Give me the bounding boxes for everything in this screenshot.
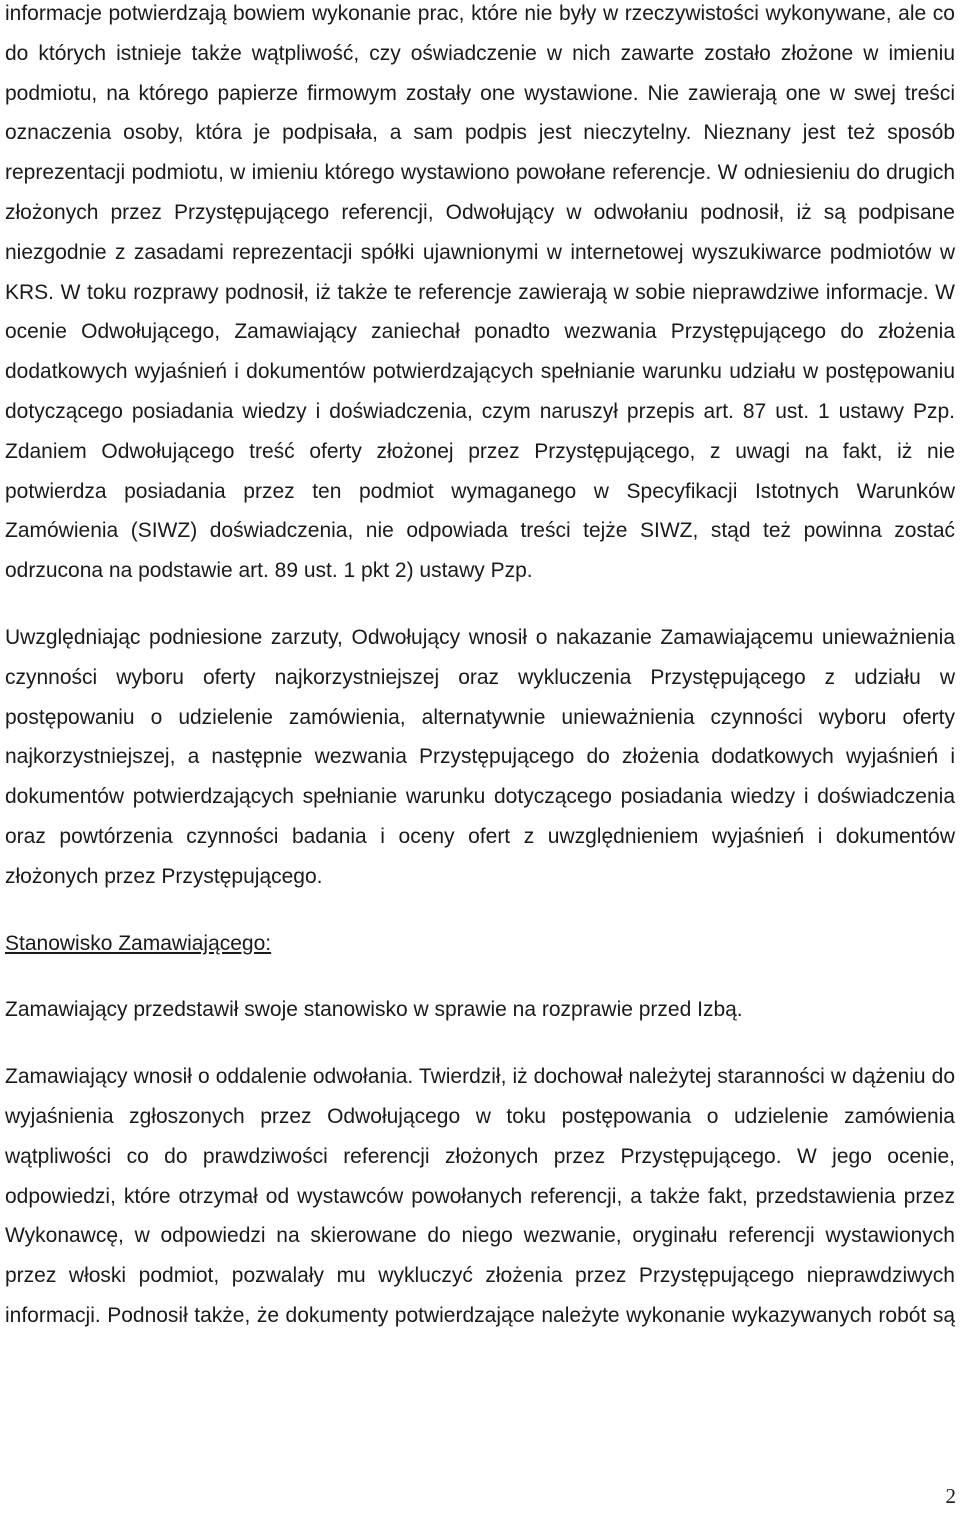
paragraph-spacer: [5, 897, 955, 924]
paragraph-spacer: [5, 963, 955, 990]
page-number: 2: [945, 1484, 956, 1508]
paragraph-zamawiajacy-argument: Zamawiający wnosił o oddalenie odwołania. Twierdził, iż dochował należytej staranności w dążeniu do wyjaśnienia zgłoszonych przez Odwołującego w toku postępowania o udzielenie zamówienia wątpliwości co do prawdziwości referencji złożonych przez Przystępującego. W jego ocenie, odpowiedzi, które otrzymał od wystawców powołanych referencji, a także fakt, przedstawienia przez Wykonawcę, w odpowiedzi na skierowane do niego wezwanie, oryginału referencji wystawionych przez włoski podmiot, pozwalały mu wykluczyć złożenia przez Przystępującego nieprawdziwych informacji. Podnosił także, że dokumenty potwierdzające należyte wykonanie wykazywanych robót są: [5, 1065, 955, 1327]
paragraph-zamawiajacy-position: Zamawiający przedstawił swoje stanowisko w sprawie na rozprawie przed Izbą.: [5, 998, 743, 1022]
paragraph-spacer: [5, 591, 955, 618]
document-page: [5, 0, 955, 1336]
paragraph-odwolujacy-argument: informacje potwierdzają bowiem wykonanie prac, które nie były w rzeczywistości wykonywane, ale co do których istnieje także wątpliwość, czy oświadczenie w nich zawarte zostało złożone w imieniu podmiotu, na którego papierze firmowym zostały one wystawione. Nie zawierają one w swej treści oznaczenia osoby, która je podpisała, a sam podpis jest nieczytelny. Nieznany jest też sposób reprezentacji podmiotu, w imieniu którego wystawiono powołane referencje. W odniesieniu do drugich złożonych przez Przystępującego referencji, Odwołujący w odwołaniu podnosił, iż są podpisane niezgodnie z zasadami reprezentacji spółki ujawnionymi w internetowej wyszukiwarce podmiotów w KRS. W toku rozprawy podnosił, iż także te referencje zawierają w sobie nieprawdziwe informacje. W ocenie Odwołującego, Zamawiający zaniechał ponadto wezwania Przystępującego do złożenia dodatkowych wyjaśnień i dokumentów potwierdzających spełnianie warunku udziału w postępowaniu dotyczącego posiadania wiedzy i doświadczenia, czym naruszył przepis art. 87 ust. 1 ustawy Pzp. Zdaniem Odwołującego treść oferty złożonej przez Przystępującego, z uwagi na fakt, iż nie potwierdza posiadania przez ten podmiot wymaganego w Specyfikacji Istotnych Warunków Zamówienia (SIWZ) doświadczenia, nie odpowiada treści tejże SIWZ, stąd też powinna zostać odrzucona na podstawie art. 89 ust. 1 pkt 2) ustawy Pzp.: [5, 2, 955, 583]
paragraph-spacer: [5, 1030, 955, 1057]
paragraph-odwolujacy-requests: Uwzględniając podniesione zarzuty, Odwołujący wnosił o nakazanie Zamawiającemu unieważnienia czynności wyboru oferty najkorzystniejszej oraz wykluczenia Przystępującego z udziału w postępowaniu o udzielenie zamówienia, alternatywnie unieważnienia czynności wyboru oferty najkorzystniejszej, a następnie wezwania Przystępującego do złożenia dodatkowych wyjaśnień i dokumentów potwierdzających spełnianie warunku dotyczącego posiadania wiedzy i doświadczenia oraz powtórzenia czynności badania i oceny ofert z uwzględnieniem wyjaśnień i dokumentów złożonych przez Przystępującego.: [5, 625, 955, 888]
section-heading: Stanowisko Zamawiającego:: [5, 931, 272, 955]
